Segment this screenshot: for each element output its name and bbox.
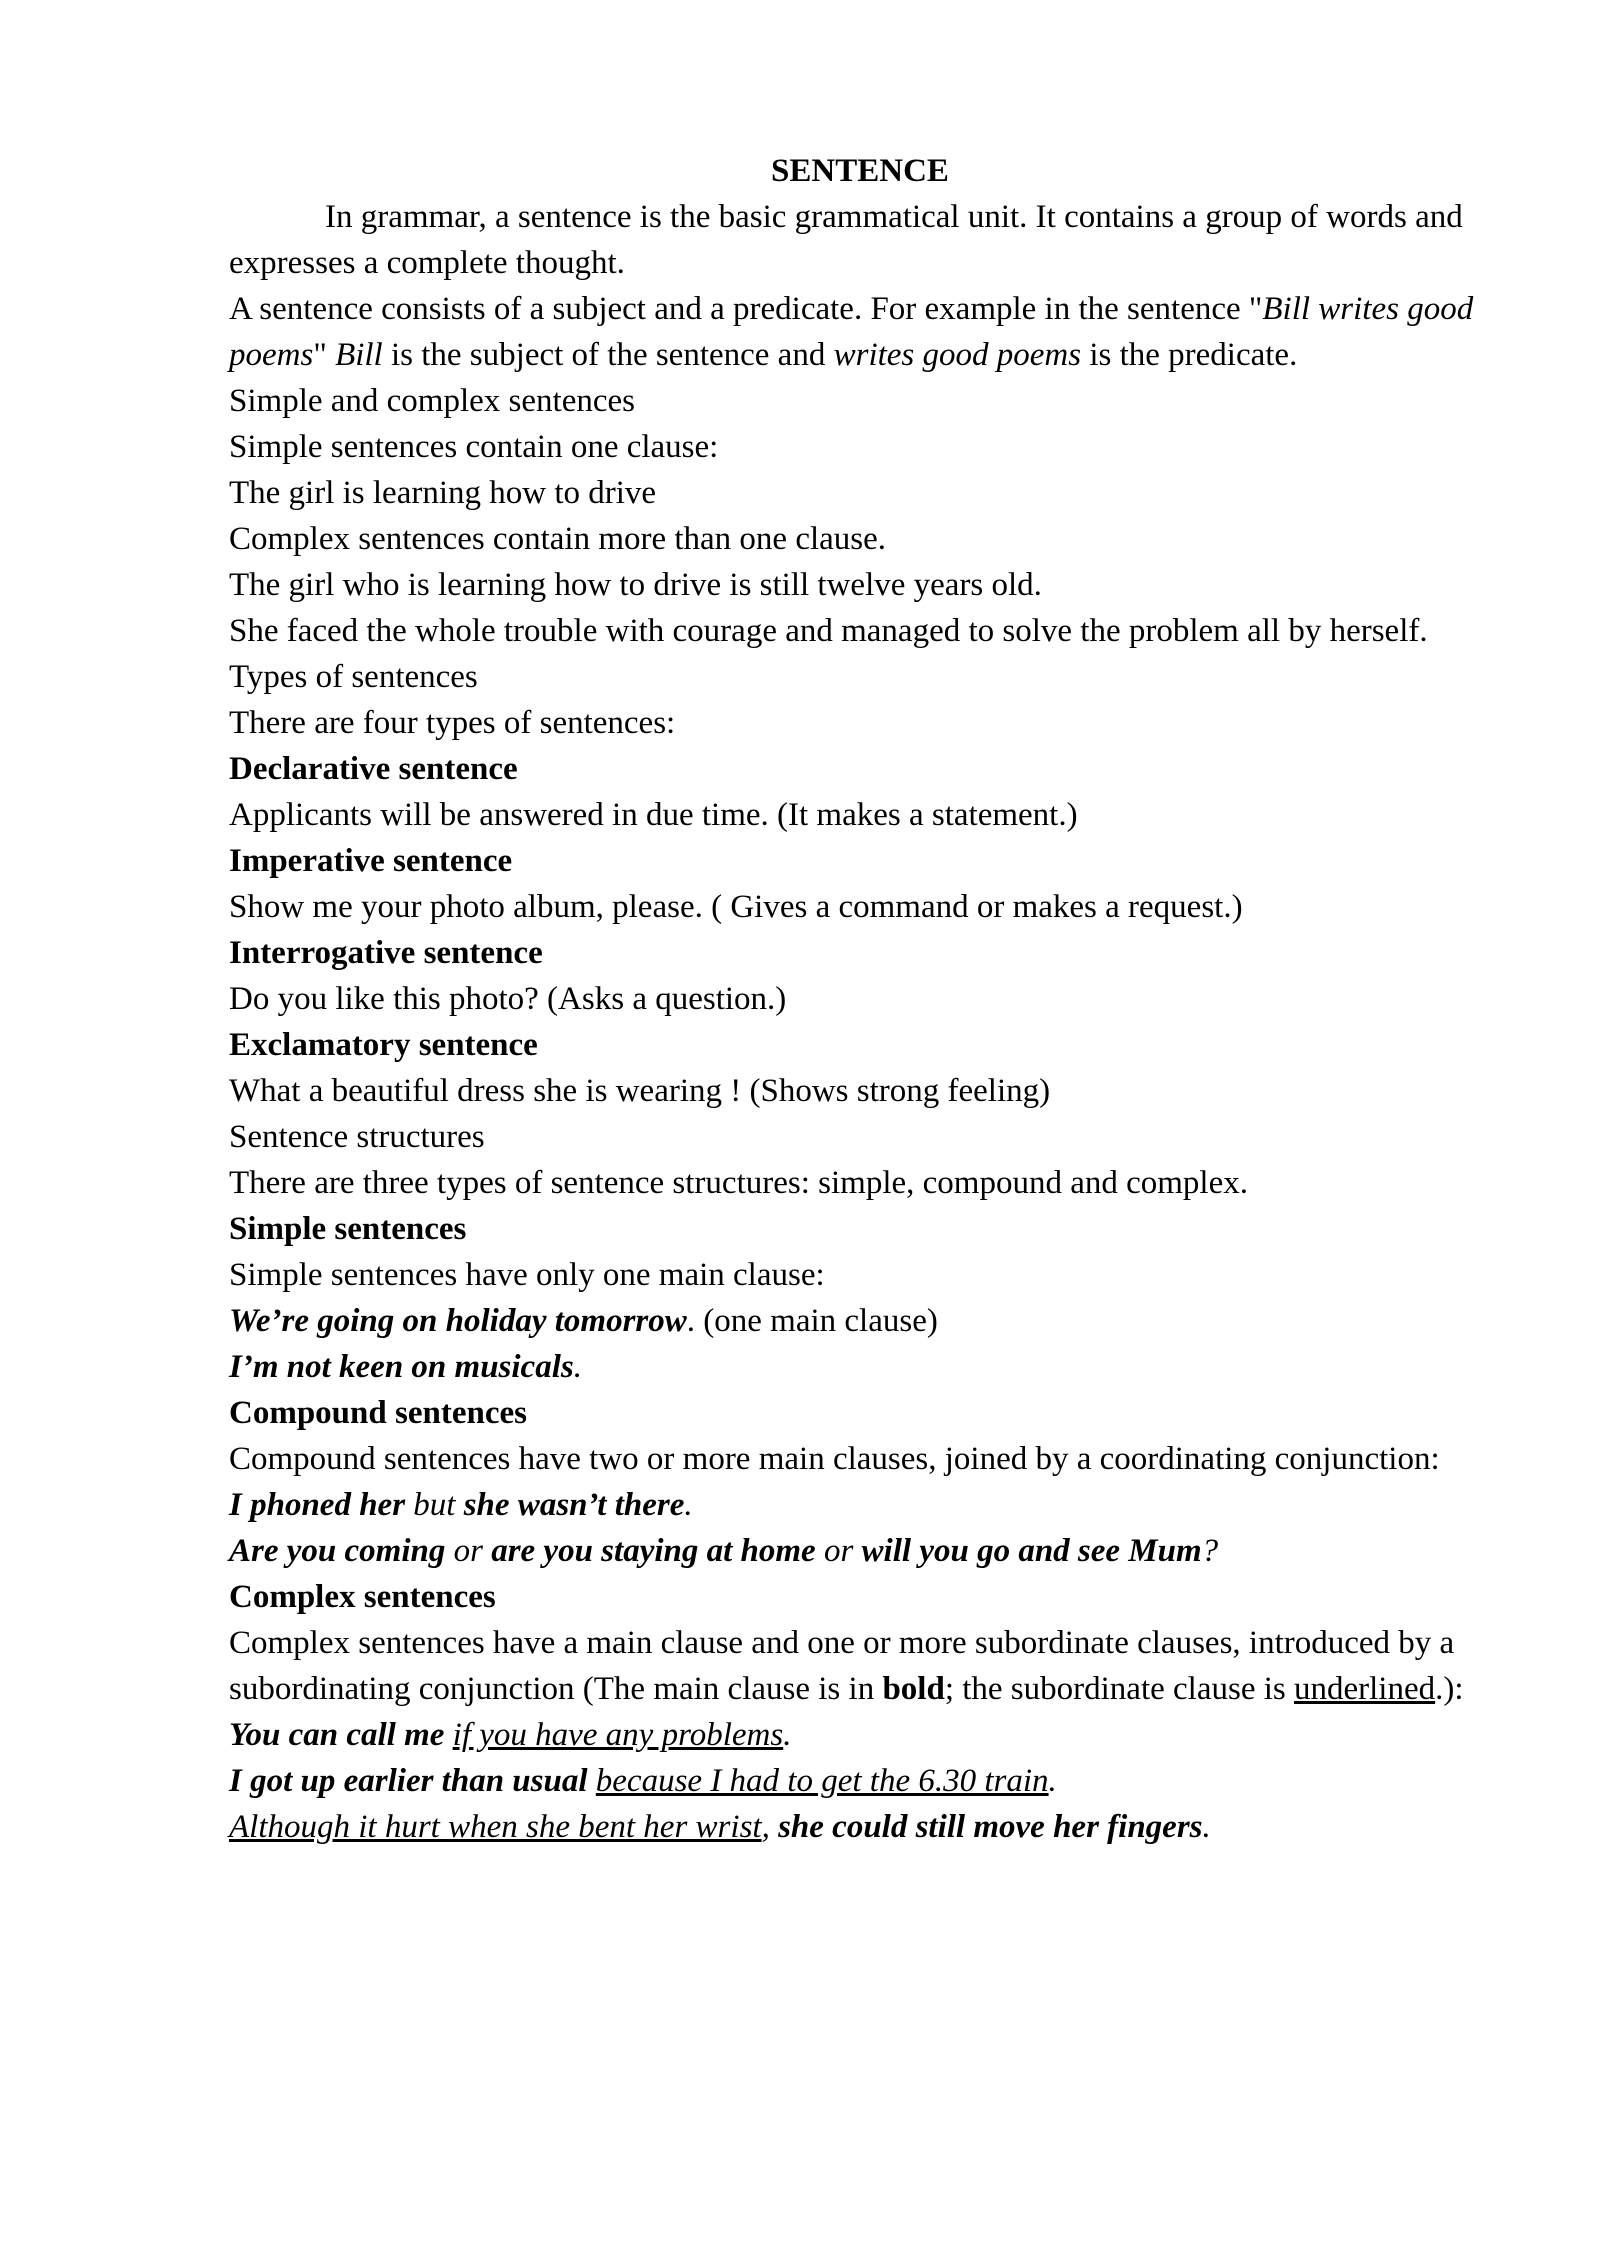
- compound-sentences-desc: Compound sentences have two or more main clauses, joined by a coordinating conjunction:: [229, 1441, 1440, 1477]
- complex-sentences-example: [229, 1712, 1491, 1758]
- structures-heading: Sentence structures: [229, 1119, 485, 1155]
- simple-complex-heading: Simple and complex sentences: [229, 383, 635, 419]
- definition-predicate: writes good poems: [833, 337, 1082, 373]
- example-tail: . (one main clause): [686, 1303, 938, 1339]
- desc-text: .):: [1435, 1671, 1464, 1707]
- types-intro: There are four types of sentences:: [229, 705, 676, 741]
- simple-sentences-label: Simple sentences: [229, 1211, 467, 1247]
- declarative-example: Applicants will be answered in due time. (It makes a statement.): [229, 797, 1078, 833]
- bold-word: bold: [882, 1671, 945, 1707]
- imperative-label: Imperative sentence: [229, 843, 513, 879]
- subordinate-clause: Although it hurt when she bent her wrist: [229, 1809, 762, 1845]
- definition-text: is the predicate.: [1081, 337, 1298, 373]
- complex-sentences-label: Complex sentences: [229, 1579, 496, 1615]
- conjunction: or: [445, 1533, 492, 1569]
- main-clause: Are you coming: [229, 1533, 446, 1569]
- desc-text: ; the subordinate clause is: [944, 1671, 1294, 1707]
- main-clause: We’re going on holiday tomorrow: [229, 1303, 687, 1339]
- simple-sentences-example: [229, 1298, 1491, 1344]
- underlined-word: underlined: [1294, 1671, 1436, 1707]
- definition-subject: Bill: [335, 337, 383, 373]
- simple-sentences-example: [229, 1344, 1491, 1390]
- structures-intro: There are three types of sentence structures: simple, compound and complex.: [229, 1165, 1248, 1201]
- imperative-example: Show me your photo album, please. ( Gives a command or makes a request.): [229, 889, 1243, 925]
- punctuation: ?: [1201, 1533, 1219, 1569]
- simple-intro: Simple sentences contain one clause:: [229, 429, 719, 465]
- example-tail: .: [573, 1349, 582, 1385]
- exclamatory-label: Exclamatory sentence: [229, 1027, 538, 1063]
- interrogative-label: Interrogative sentence: [229, 935, 543, 971]
- exclamatory-example: What a beautiful dress she is wearing ! (Shows strong feeling): [229, 1073, 1051, 1109]
- simple-example: The girl is learning how to drive: [229, 475, 657, 511]
- compound-sentences-label: Compound sentences: [229, 1395, 527, 1431]
- complex-example: She faced the whole trouble with courage and managed to solve the problem all by herself.: [229, 613, 1428, 649]
- main-clause: You can call me: [229, 1717, 445, 1753]
- punctuation: .: [1048, 1763, 1057, 1799]
- subordinate-clause: because I had to get the 6.30 train: [595, 1763, 1049, 1799]
- main-clause: are you staying at home: [491, 1533, 816, 1569]
- main-clause: she could still move her fingers: [778, 1809, 1203, 1845]
- definition-paragraph: [229, 286, 1491, 378]
- conjunction: but: [405, 1487, 464, 1523]
- document-page: [229, 148, 1491, 1850]
- desc-text: Complex sentences have a main clause and one or more subordinate clauses, introduced by a subordinating conjunction (The main clause is in: [229, 1625, 1455, 1707]
- compound-sentences-example: [229, 1528, 1491, 1574]
- main-clause: I phoned her: [229, 1487, 406, 1523]
- complex-intro: Complex sentences contain more than one clause.: [229, 521, 887, 557]
- simple-sentences-desc: Simple sentences have only one main clause:: [229, 1257, 825, 1293]
- punctuation: .: [684, 1487, 693, 1523]
- punctuation: .: [1202, 1809, 1211, 1845]
- conjunction: or: [815, 1533, 862, 1569]
- main-clause: I’m not keen on musicals: [229, 1349, 574, 1385]
- types-heading: Types of sentences: [229, 659, 478, 695]
- definition-text: ": [313, 337, 336, 373]
- subordinate-clause: if you have any problems: [452, 1717, 784, 1753]
- complex-example: The girl who is learning how to drive is still twelve years old.: [229, 567, 1042, 603]
- intro-paragraph: In grammar, a sentence is the basic grammatical unit. It contains a group of words and expresses a complete thought.: [229, 199, 1463, 281]
- definition-text: is the subject of the sentence and: [382, 337, 834, 373]
- space: [588, 1763, 596, 1799]
- complex-sentences-example: [229, 1758, 1491, 1804]
- interrogative-example: Do you like this photo? (Asks a question.): [229, 981, 787, 1017]
- main-clause: will you go and see Mum: [861, 1533, 1202, 1569]
- compound-sentences-example: [229, 1482, 1491, 1528]
- punctuation: .: [783, 1717, 792, 1753]
- complex-sentences-desc: [229, 1620, 1491, 1712]
- space: [444, 1717, 452, 1753]
- main-clause: she wasn’t there: [463, 1487, 685, 1523]
- declarative-label: Declarative sentence: [229, 751, 518, 787]
- complex-sentences-example: [229, 1804, 1491, 1850]
- definition-example: Bill writes good poems: [229, 291, 1474, 373]
- page-title: SENTENCE: [771, 153, 949, 189]
- punctuation: ,: [761, 1809, 779, 1845]
- definition-text: A sentence consists of a subject and a predicate. For example in the sentence ": [229, 291, 1263, 327]
- main-clause: I got up earlier than usual: [229, 1763, 588, 1799]
